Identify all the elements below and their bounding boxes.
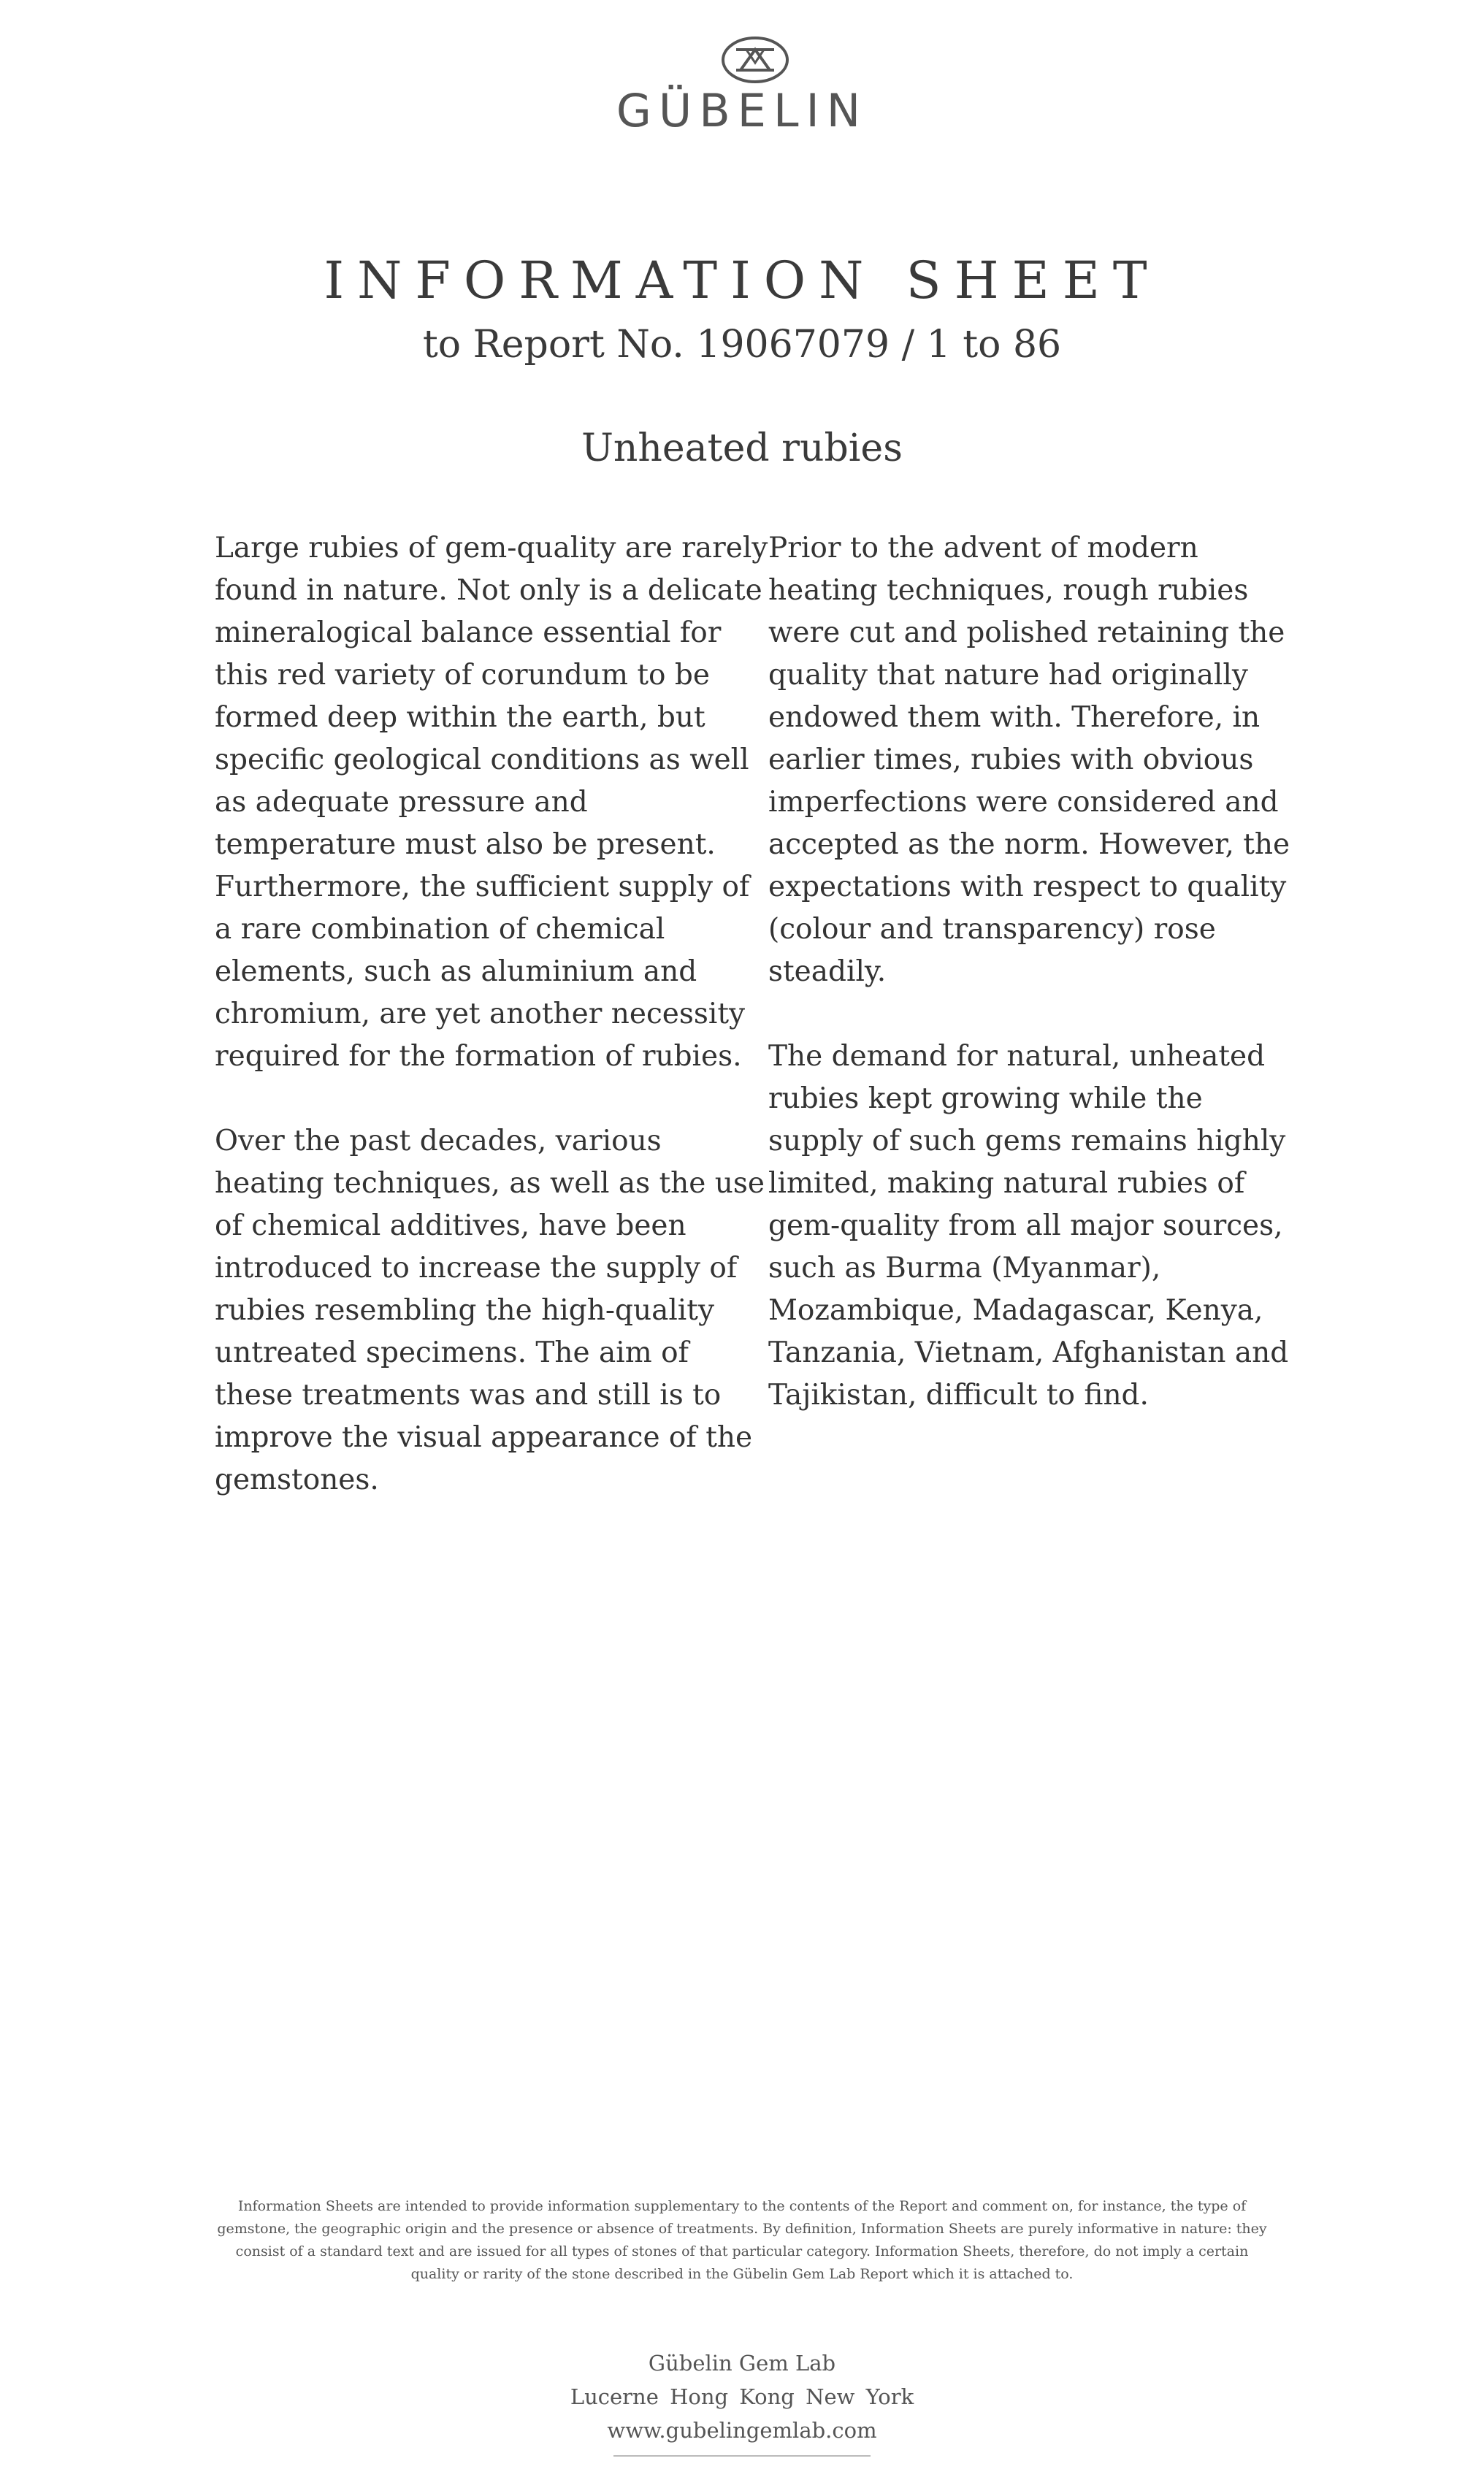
page-title: INFORMATION SHEET bbox=[324, 250, 1160, 310]
footer-website-link[interactable]: www.gubelingemlab.com bbox=[607, 2418, 877, 2443]
paragraph: Large rubies of gem-quality are rarely found in nature. Not only is a delicate mineralogical balance essential for this red variety of corundum to be formed deep within the earth, but specific geological conditions as well as adequate pressure and temperature must also be present. Furthermore, the sufficient supply of a rare combination of chemical elements, such as aluminium and chromium, are yet another necessity required for the formation of rubies. bbox=[215, 532, 768, 1073]
disclaimer-text: Information Sheets are intended to provide information supplementary to the contents of the Report and comment on, for instance, the type of gemstone, the geographic origin and the presence or absence of treatments. By definition, Information Sheets are purely informative in nature: they consist of a standard text and are issued for all types of stones of that particular category. Information Sheets, therefore, do not imply a certain quality or rarity of the stone described in the Gübelin Gem Lab Report which it is attached to. bbox=[217, 2198, 1267, 2282]
footer-locations: Lucerne Hong Kong New York bbox=[570, 2384, 914, 2409]
brand-wordmark: GÜBELIN bbox=[616, 84, 868, 137]
footer-lab-name: Gübelin Gem Lab bbox=[648, 2351, 836, 2376]
gubelin-logo-icon bbox=[720, 35, 790, 85]
right-column bbox=[768, 527, 1301, 1459]
section-heading: Unheated rubies bbox=[581, 426, 903, 470]
footer-divider bbox=[613, 2455, 871, 2457]
report-reference: to Report No. 19067079 / 1 to 86 bbox=[422, 323, 1062, 367]
paragraph: The demand for natural, unheated rubies kept growing while the supply of such gems remains highly limited, making natural rubies of gem-quality from all major sources, such as Burma (Myanmar), Mozambique, Madagascar, Kenya, Tanzania, Vietnam, Afghanistan and Tajikistan, difficult to find. bbox=[768, 1040, 1289, 1412]
left-column bbox=[215, 527, 770, 1544]
paragraph: Over the past decades, various heating techniques, as well as the use of chemical additives, have been introduced to increase the supply of rubies resembling the high-quality untreated specimens. The aim of these treatments was and still is to improve the visual appearance of the gemstones. bbox=[215, 1125, 765, 1496]
paragraph: Prior to the advent of modern heating techniques, rough rubies were cut and polished retaining the quality that nature had originally endowed them with. Therefore, in earlier times, rubies with obvious imperfections were considered and accepted as the norm. However, the expectations with respect to quality (colour and transparency) rose steadily. bbox=[768, 532, 1290, 988]
